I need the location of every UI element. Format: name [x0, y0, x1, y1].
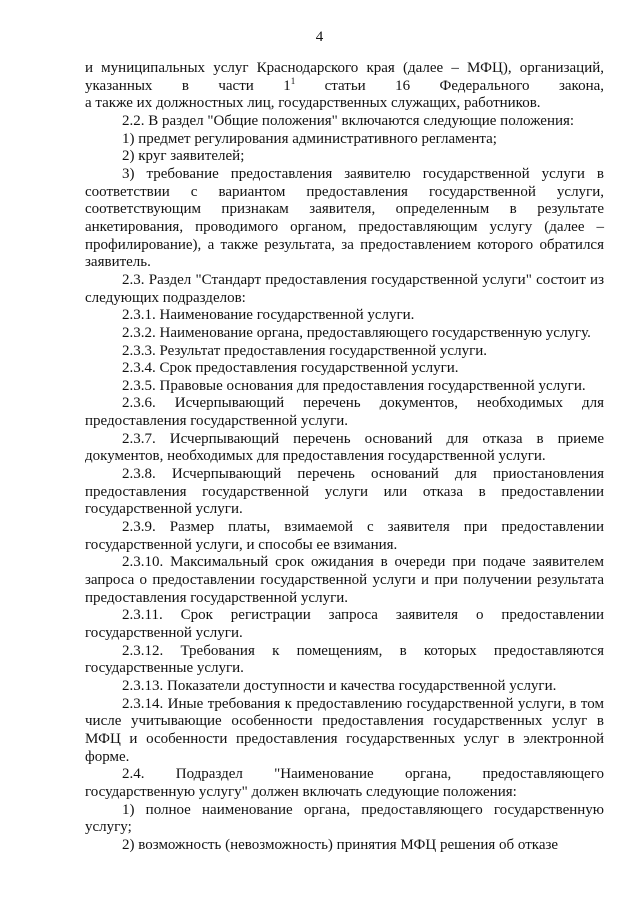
subsection-2-3-3: 2.3.3. Результат предоставления государственной услуги.: [122, 342, 488, 359]
list-item-1: 1) предмет регулирования административного регламента;: [122, 130, 497, 147]
subsection-2-3-11: 2.3.11. Срок регистрации запроса заявителя о предоставлении государственной услуги.: [85, 607, 604, 641]
subsection-2-3-10: 2.3.10. Максимальный срок ожидания в очереди при подаче заявителем запроса о предоставлении государственной услуги и при получении результата предоставления государственной услуги.: [85, 554, 604, 606]
footnote-mark: 1: [290, 75, 296, 86]
list-item-2: 2) круг заявителей;: [122, 148, 245, 165]
list-item-2-4-2: 2) возможность (невозможность) принятия МФЦ решения об отказе: [122, 836, 559, 853]
subsection-2-3-2: 2.3.2. Наименование органа, предоставляющего государственную услугу.: [122, 324, 591, 341]
page-number: 4: [315, 29, 324, 45]
subsection-2-3-7: 2.3.7. Исчерпывающий перечень оснований для отказа в приеме документов, необходимых для предоставления государственной услуги.: [85, 430, 604, 465]
subsection-2-3-12: 2.3.12. Требования к помещениям, в которых предоставляются государственные услуги.: [85, 642, 604, 677]
paragraph-2-2: 2.2. В раздел "Общие положения" включаются следующие положения:: [122, 112, 575, 129]
text-line: [85, 75, 605, 96]
paragraph-continuation: [85, 60, 604, 113]
paragraph-2-4: 2.4. Подраздел "Наименование органа, предоставляющего государственную услугу" должен включать следующие положения:: [85, 766, 604, 800]
subsection-2-3-1: 2.3.1. Наименование государственной услуги.: [122, 307, 415, 324]
text-segment: указанных в части 1: [85, 77, 291, 94]
subsection-2-3-5: 2.3.5. Правовые основания для предоставления государственной услуги.: [122, 377, 586, 394]
subsection-2-3-6: 2.3.6. Исчерпывающий перечень документов, необходимых для предоставления государственной услуги.: [85, 395, 604, 430]
subsection-2-3-14: 2.3.14. Иные требования к предоставлению государственной услуги, в том числе учитывающие особенности предоставления государственных услуг в МФЦ и особенности предоставления государственных услуг в электронной форме.: [85, 695, 604, 765]
list-item-2-4-1: 1) полное наименование органа, предоставляющего государственную услугу;: [85, 801, 604, 836]
subsection-2-3-9: 2.3.9. Размер платы, взимаемой с заявителя при предоставлении государственной услуги, и способы ее взимания.: [85, 519, 604, 553]
subsection-2-3-13: 2.3.13. Показатели доступности и качества государственной услуги.: [122, 677, 557, 694]
text-line: и муниципальных услуг Краснодарского края (далее – МФЦ), организаций,: [85, 60, 604, 76]
text-line: а также их должностных лиц, государственных служащих, работников.: [85, 95, 541, 112]
paragraph-2-3: 2.3. Раздел "Стандарт предоставления государственной услуги" состоит из следующих подразделов:: [85, 271, 604, 306]
subsection-2-3-4: 2.3.4. Срок предоставления государственной услуги.: [122, 360, 459, 377]
document-body: [85, 60, 604, 855]
subsection-2-3-8: 2.3.8. Исчерпывающий перечень оснований для приостановления предоставления государственной услуги или отказа в предоставлении государственной услуги.: [85, 466, 604, 518]
text-segment: статьи 16 Федерального закона,: [324, 77, 605, 94]
list-item-3: 3) требование предоставления заявителю государственной услуги в соответствии с вариантом предоставления государственной услуги, соответствующим признакам заявителя, определенным в результате анкетирования, проводимого органом, предоставляющим услугу (далее – профилирование), а также результата, за предоставлением которого обратился заявитель.: [85, 165, 604, 271]
